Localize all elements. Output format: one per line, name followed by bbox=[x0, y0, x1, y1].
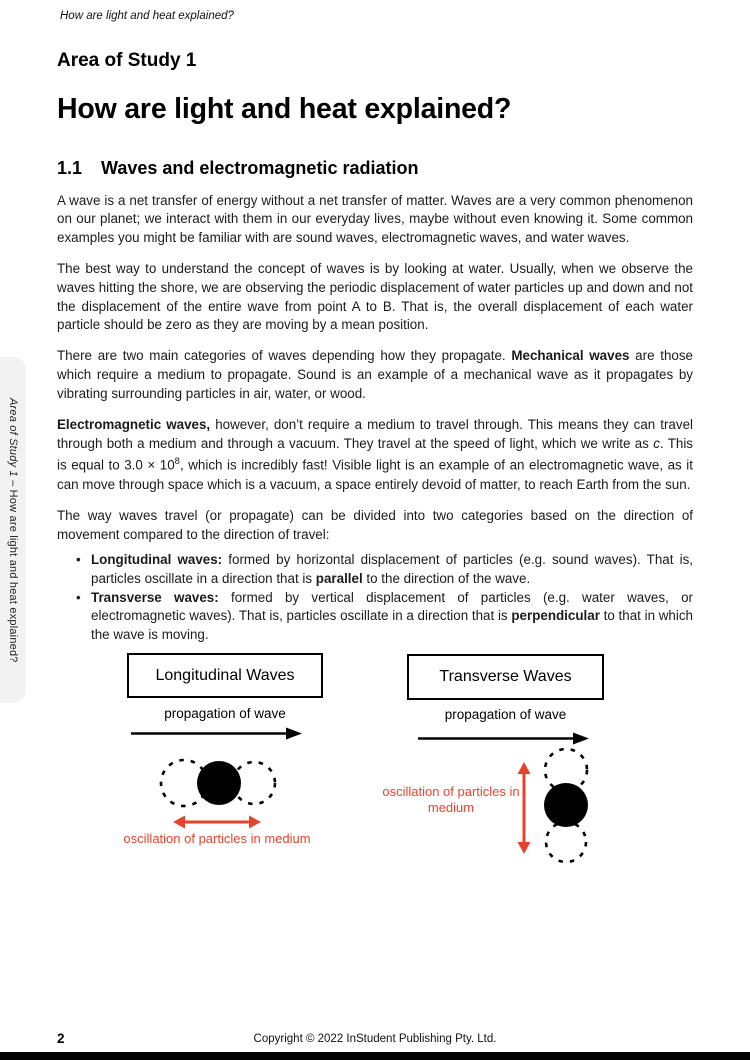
paragraph: There are two main categories of waves depending how they propagate. Mechanical waves are those which require a medium to propagate. Sound is an example of a mechanical wave as it propagates by vibrating surrounding particles in air, water, or wood. bbox=[57, 348, 693, 401]
page-title: How are light and heat explained? bbox=[57, 93, 512, 125]
bullet-marker: • bbox=[76, 589, 81, 605]
footer bbox=[0, 1029, 750, 1051]
copyright: Copyright © 2022 InStudent Publishing Pty. Ltd. bbox=[253, 1033, 497, 1045]
bullet-list bbox=[57, 551, 693, 645]
section-title: Waves and electromagnetic radiation bbox=[101, 158, 419, 178]
paragraph: A wave is a net transfer of energy without a net transfer of matter. Waves are a very common phenomenon on our planet; we interact with them in our everyday lives, maybe without even knowing it. Some common examples you might be familiar with are sound waves, electromagnetic waves, and water waves. bbox=[57, 192, 693, 245]
paragraph: Electromagnetic waves, however, don’t require a medium to travel through. This means they can travel through both a medium and through a vacuum. They travel at the speed of light, which we write as c. This is equal to $3.0 \times 10^8$, which is incredibly fast! Visible light is an example of an electromagnetic wave, as it can move through space which is a vacuum, a space entirely devoid of matter, to reach Earth from the sun. bbox=[57, 417, 694, 492]
kicker: Area of Study 1 bbox=[57, 50, 197, 71]
paragraph: The best way to understand the concept of waves is by looking at water. Usually, when we observe the waves hitting the shore, we are observing the periodic displacement of water particles up and down and not the displacement of the entire wave from point A to B. That is, the overall displacement of each water particle should be zero as they are moving by a mean position. bbox=[57, 261, 693, 333]
section-number: 1.1 bbox=[57, 158, 83, 178]
propagation-arrow-icon bbox=[418, 732, 590, 745]
sidebar-tab-label: Area of Study 1 – How are light and heat explained? bbox=[7, 397, 19, 663]
section-heading bbox=[57, 158, 693, 179]
propagation-label: propagation of wave bbox=[164, 706, 286, 721]
page-number: 2 bbox=[57, 1031, 65, 1046]
running-header: How are light and heat explained? bbox=[60, 10, 234, 22]
transverse-particles-icon bbox=[536, 747, 596, 865]
transverse-diagram-title: Transverse Waves bbox=[407, 654, 604, 700]
bullet-item bbox=[57, 589, 693, 645]
sidebar-tab bbox=[0, 357, 26, 703]
oscillation-arrow-horizontal-icon bbox=[173, 814, 261, 830]
bullet-item bbox=[57, 551, 693, 588]
longitudinal-particles-icon bbox=[153, 754, 285, 812]
oscillation-arrow-vertical-icon bbox=[516, 762, 532, 854]
propagation-arrow-icon bbox=[131, 727, 303, 740]
oscillation-label: oscillation of particles in medium bbox=[123, 831, 311, 846]
bullet-text: Longitudinal waves: formed by horizontal displacement of particles (e.g. sound waves). That is, particles oscillate in a direction that is parallel to the direction of the wave. bbox=[91, 552, 693, 586]
wave-diagrams-figure bbox=[57, 650, 693, 872]
paragraph: The way waves travel (or propagate) can be divided into two categories based on the direction of movement compared to the direction of travel: bbox=[57, 507, 693, 542]
longitudinal-diagram-title: Longitudinal Waves bbox=[127, 653, 323, 698]
propagation-label: propagation of wave bbox=[444, 707, 567, 722]
oscillation-label: oscillation of particles in medium bbox=[382, 784, 520, 815]
bullet-text: Transverse waves: formed by vertical displacement of particles (e.g. water waves, or electromagnetic waves). That is, particles oscillate in a direction that is perpendicular to that in which the wave is moving. bbox=[91, 589, 693, 643]
bottom-bar bbox=[0, 1052, 750, 1060]
bullet-marker: • bbox=[76, 552, 81, 568]
main-content bbox=[57, 0, 693, 645]
